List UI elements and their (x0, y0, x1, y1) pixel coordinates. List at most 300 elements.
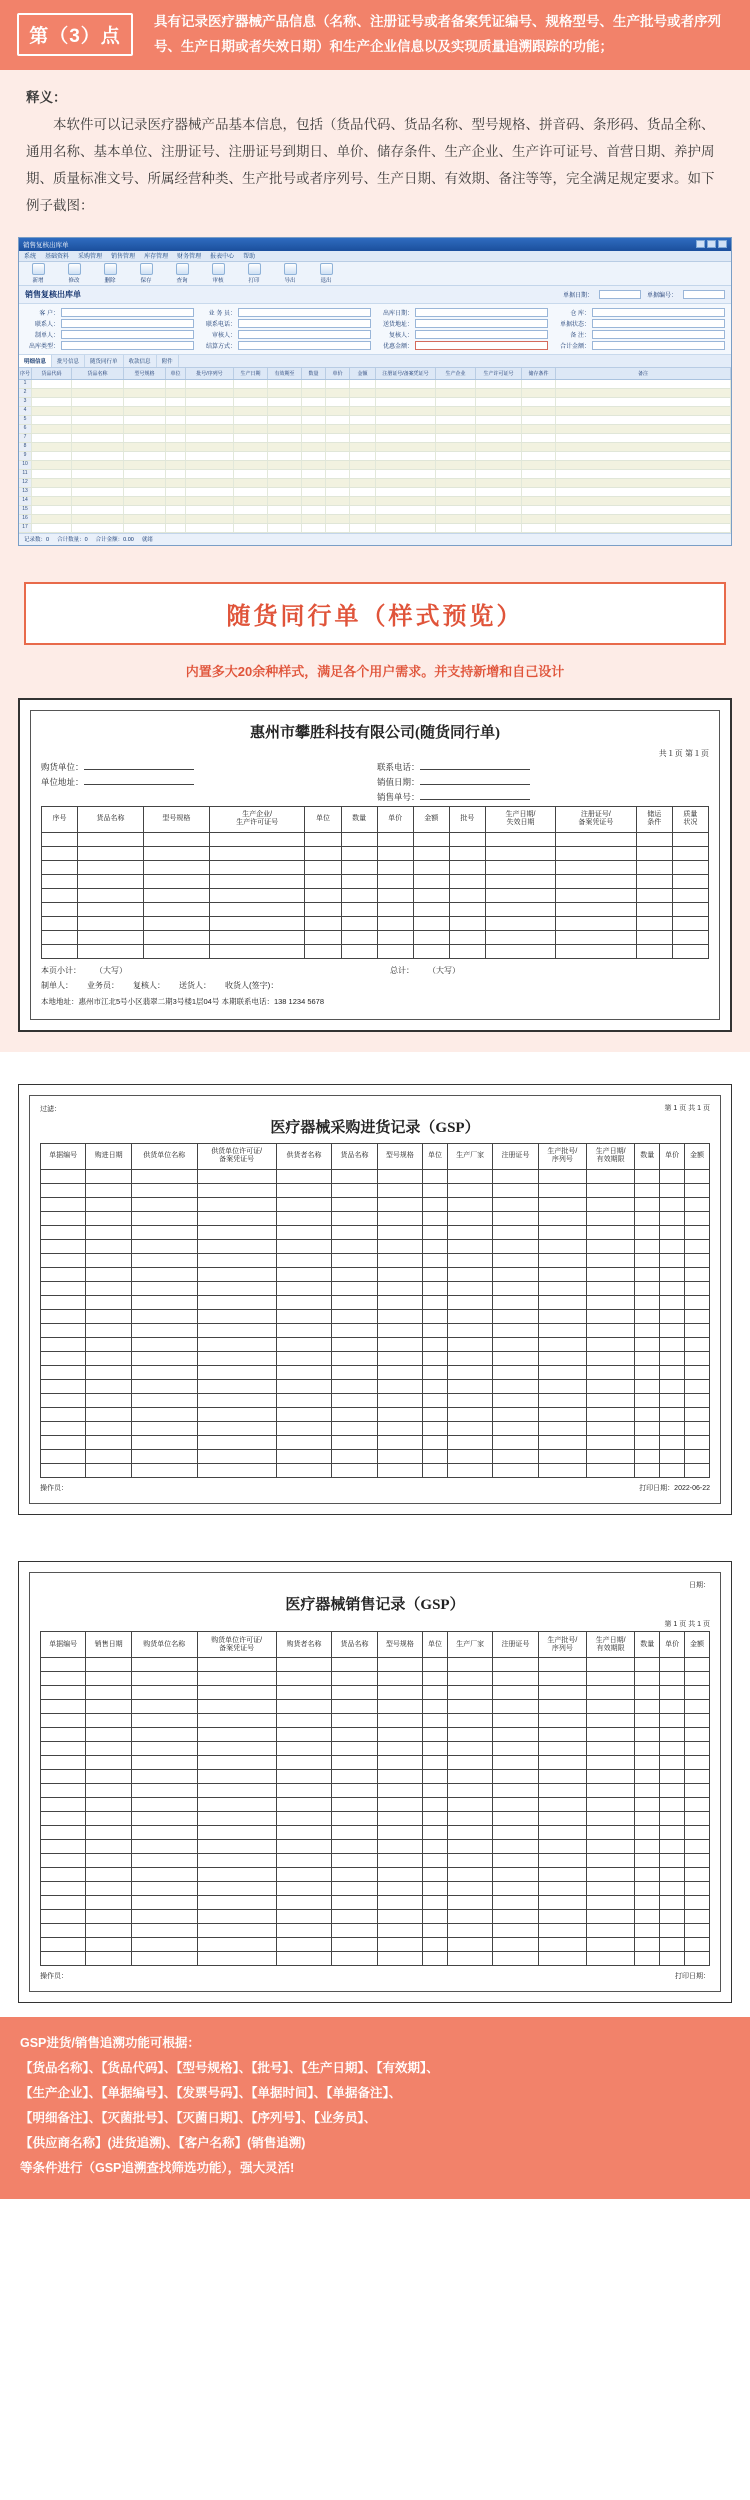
grid-row[interactable] (19, 515, 731, 524)
grid-cell[interactable] (302, 389, 326, 397)
erp-menu-item[interactable]: 库存管理 (144, 254, 169, 261)
grid-cell[interactable] (268, 488, 302, 496)
grid-row[interactable] (19, 443, 731, 452)
grid-cell[interactable] (556, 506, 731, 514)
field-input[interactable] (238, 341, 371, 350)
grid-cell[interactable] (124, 380, 166, 388)
grid-cell[interactable] (124, 488, 166, 496)
grid-cell[interactable] (302, 524, 326, 532)
grid-cell[interactable] (72, 443, 124, 451)
grid-row[interactable] (19, 389, 731, 398)
grid-cell[interactable] (302, 515, 326, 523)
grid-cell[interactable] (326, 497, 350, 505)
grid-cell[interactable] (124, 470, 166, 478)
grid-cell[interactable] (72, 470, 124, 478)
grid-cell[interactable] (556, 524, 731, 532)
grid-cell[interactable] (186, 416, 234, 424)
erp-menu-item[interactable]: 系统 (24, 254, 37, 261)
grid-cell[interactable] (234, 479, 268, 487)
doc-date-input[interactable] (599, 290, 641, 299)
grid-cell[interactable] (166, 506, 186, 514)
grid-cell[interactable] (556, 515, 731, 523)
grid-cell[interactable] (522, 470, 556, 478)
grid-cell[interactable] (376, 443, 436, 451)
field-input[interactable] (415, 341, 548, 350)
grid-cell[interactable] (186, 488, 234, 496)
grid-cell[interactable] (32, 497, 72, 505)
grid-cell[interactable] (124, 398, 166, 406)
grid-cell[interactable] (72, 425, 124, 433)
grid-cell[interactable] (476, 416, 522, 424)
toolbar-button[interactable] (205, 263, 231, 284)
grid-cell[interactable] (326, 524, 350, 532)
grid-cell[interactable] (268, 470, 302, 478)
grid-cell[interactable] (376, 515, 436, 523)
grid-cell[interactable] (302, 425, 326, 433)
grid-cell[interactable] (476, 380, 522, 388)
grid-cell[interactable] (350, 461, 376, 469)
grid-cell[interactable] (32, 380, 72, 388)
grid-cell[interactable] (556, 443, 731, 451)
grid-cell[interactable] (522, 524, 556, 532)
grid-cell[interactable] (436, 389, 476, 397)
field-input[interactable] (61, 319, 194, 328)
grid-cell[interactable] (350, 443, 376, 451)
grid-cell[interactable] (186, 380, 234, 388)
grid-cell[interactable] (350, 515, 376, 523)
grid-cell[interactable] (436, 425, 476, 433)
toolbar-button[interactable] (241, 263, 267, 284)
grid-cell[interactable] (72, 524, 124, 532)
grid-cell[interactable] (522, 497, 556, 505)
grid-cell[interactable] (556, 452, 731, 460)
grid-row[interactable] (19, 434, 731, 443)
grid-cell[interactable] (436, 434, 476, 442)
grid-cell[interactable] (72, 380, 124, 388)
grid-cell[interactable] (556, 479, 731, 487)
grid-cell[interactable] (376, 479, 436, 487)
grid-cell[interactable] (32, 425, 72, 433)
grid-cell[interactable] (350, 524, 376, 532)
grid-cell[interactable] (350, 434, 376, 442)
grid-cell[interactable] (522, 425, 556, 433)
grid-cell[interactable] (436, 380, 476, 388)
grid-cell[interactable] (522, 380, 556, 388)
field-input[interactable] (61, 341, 194, 350)
grid-cell[interactable] (436, 452, 476, 460)
grid-cell[interactable] (166, 470, 186, 478)
grid-body[interactable] (19, 380, 731, 533)
grid-cell[interactable] (234, 506, 268, 514)
grid-cell[interactable] (166, 479, 186, 487)
toolbar-button[interactable] (277, 263, 303, 284)
erp-menu-item[interactable]: 帮助 (243, 254, 256, 261)
grid-cell[interactable] (350, 497, 376, 505)
grid-cell[interactable] (522, 479, 556, 487)
grid-cell[interactable] (166, 524, 186, 532)
grid-cell[interactable] (166, 407, 186, 415)
grid-cell[interactable] (234, 380, 268, 388)
grid-cell[interactable] (124, 407, 166, 415)
grid-cell[interactable] (350, 407, 376, 415)
grid-cell[interactable] (72, 389, 124, 397)
grid-row[interactable] (19, 524, 731, 533)
grid-cell[interactable] (326, 407, 350, 415)
grid-cell[interactable] (166, 380, 186, 388)
grid-cell[interactable] (72, 407, 124, 415)
grid-cell[interactable] (234, 524, 268, 532)
grid-cell[interactable] (436, 461, 476, 469)
grid-cell[interactable] (234, 470, 268, 478)
erp-toolbar[interactable] (19, 262, 731, 286)
grid-cell[interactable] (166, 461, 186, 469)
grid-cell[interactable] (72, 479, 124, 487)
field-input[interactable] (238, 330, 371, 339)
grid-cell[interactable] (476, 452, 522, 460)
grid-cell[interactable] (72, 434, 124, 442)
toolbar-button[interactable] (25, 263, 51, 284)
grid-cell[interactable] (522, 488, 556, 496)
grid-cell[interactable] (522, 389, 556, 397)
grid-cell[interactable] (476, 407, 522, 415)
grid-cell[interactable] (124, 389, 166, 397)
doc-no-input[interactable] (683, 290, 725, 299)
grid-cell[interactable] (186, 515, 234, 523)
grid-row[interactable] (19, 497, 731, 506)
grid-cell[interactable] (326, 452, 350, 460)
grid-cell[interactable] (186, 452, 234, 460)
grid-cell[interactable] (556, 497, 731, 505)
grid-cell[interactable] (72, 488, 124, 496)
grid-cell[interactable] (556, 488, 731, 496)
field-input[interactable] (61, 308, 194, 317)
field-input[interactable] (592, 330, 725, 339)
grid-cell[interactable] (268, 389, 302, 397)
grid-cell[interactable] (234, 452, 268, 460)
grid-cell[interactable] (234, 398, 268, 406)
grid-cell[interactable] (522, 443, 556, 451)
grid-cell[interactable] (556, 389, 731, 397)
grid-cell[interactable] (376, 416, 436, 424)
grid-cell[interactable] (326, 506, 350, 514)
field-input[interactable] (592, 319, 725, 328)
grid-cell[interactable] (522, 416, 556, 424)
grid-cell[interactable] (166, 488, 186, 496)
grid-cell[interactable] (268, 506, 302, 514)
grid-cell[interactable] (32, 479, 72, 487)
grid-cell[interactable] (186, 389, 234, 397)
grid-cell[interactable] (476, 425, 522, 433)
grid-cell[interactable] (234, 416, 268, 424)
grid-cell[interactable] (436, 506, 476, 514)
grid-cell[interactable] (186, 443, 234, 451)
grid-cell[interactable] (234, 497, 268, 505)
grid-cell[interactable] (476, 488, 522, 496)
grid-cell[interactable] (376, 506, 436, 514)
grid-cell[interactable] (268, 452, 302, 460)
grid-cell[interactable] (268, 380, 302, 388)
erp-menubar[interactable] (19, 251, 731, 262)
grid-cell[interactable] (234, 425, 268, 433)
field-input[interactable] (415, 319, 548, 328)
grid-cell[interactable] (350, 398, 376, 406)
grid-cell[interactable] (166, 398, 186, 406)
grid-cell[interactable] (350, 380, 376, 388)
grid-cell[interactable] (234, 434, 268, 442)
grid-cell[interactable] (268, 515, 302, 523)
grid-cell[interactable] (556, 380, 731, 388)
grid-cell[interactable] (436, 407, 476, 415)
grid-cell[interactable] (326, 380, 350, 388)
grid-cell[interactable] (436, 479, 476, 487)
grid-cell[interactable] (124, 443, 166, 451)
grid-cell[interactable] (72, 497, 124, 505)
grid-cell[interactable] (268, 461, 302, 469)
grid-cell[interactable] (326, 479, 350, 487)
grid-cell[interactable] (268, 425, 302, 433)
grid-cell[interactable] (268, 479, 302, 487)
grid-row[interactable] (19, 380, 731, 389)
grid-cell[interactable] (32, 488, 72, 496)
grid-cell[interactable] (186, 497, 234, 505)
grid-cell[interactable] (32, 506, 72, 514)
grid-cell[interactable] (234, 515, 268, 523)
field-input[interactable] (415, 330, 548, 339)
grid-cell[interactable] (124, 452, 166, 460)
grid-cell[interactable] (268, 443, 302, 451)
tab-accompany-doc[interactable]: 随货同行单 (85, 355, 124, 367)
erp-menu-item[interactable]: 报表中心 (210, 254, 235, 261)
grid-cell[interactable] (436, 470, 476, 478)
erp-menu-item[interactable]: 财务管理 (177, 254, 202, 261)
grid-cell[interactable] (556, 425, 731, 433)
grid-cell[interactable] (376, 497, 436, 505)
grid-cell[interactable] (186, 398, 234, 406)
grid-cell[interactable] (556, 407, 731, 415)
grid-cell[interactable] (124, 497, 166, 505)
grid-cell[interactable] (326, 389, 350, 397)
grid-cell[interactable] (268, 398, 302, 406)
grid-cell[interactable] (124, 479, 166, 487)
grid-cell[interactable] (350, 479, 376, 487)
grid-cell[interactable] (72, 506, 124, 514)
erp-menu-item[interactable]: 基础资料 (45, 254, 70, 261)
grid-cell[interactable] (166, 515, 186, 523)
grid-cell[interactable] (186, 434, 234, 442)
tab-payment[interactable]: 收款信息 (124, 355, 157, 367)
grid-cell[interactable] (522, 452, 556, 460)
grid-row[interactable] (19, 506, 731, 515)
field-input[interactable] (238, 319, 371, 328)
grid-cell[interactable] (556, 461, 731, 469)
grid-cell[interactable] (350, 470, 376, 478)
grid-cell[interactable] (376, 434, 436, 442)
grid-cell[interactable] (522, 398, 556, 406)
grid-cell[interactable] (32, 452, 72, 460)
grid-cell[interactable] (376, 461, 436, 469)
grid-cell[interactable] (166, 425, 186, 433)
toolbar-button[interactable] (313, 263, 339, 284)
grid-cell[interactable] (302, 497, 326, 505)
erp-window-controls[interactable] (696, 240, 727, 248)
grid-cell[interactable] (522, 515, 556, 523)
grid-cell[interactable] (186, 470, 234, 478)
grid-cell[interactable] (376, 524, 436, 532)
grid-row[interactable] (19, 452, 731, 461)
grid-row[interactable] (19, 461, 731, 470)
grid-cell[interactable] (326, 515, 350, 523)
grid-cell[interactable] (326, 398, 350, 406)
grid-cell[interactable] (476, 515, 522, 523)
grid-cell[interactable] (32, 515, 72, 523)
grid-cell[interactable] (376, 425, 436, 433)
grid-cell[interactable] (32, 398, 72, 406)
field-input[interactable] (592, 341, 725, 350)
grid-cell[interactable] (234, 443, 268, 451)
grid-cell[interactable] (326, 470, 350, 478)
grid-row[interactable] (19, 479, 731, 488)
grid-row[interactable] (19, 470, 731, 479)
grid-cell[interactable] (186, 461, 234, 469)
field-input[interactable] (61, 330, 194, 339)
grid-row[interactable] (19, 407, 731, 416)
grid-cell[interactable] (476, 398, 522, 406)
grid-row[interactable] (19, 425, 731, 434)
grid-cell[interactable] (72, 461, 124, 469)
grid-cell[interactable] (556, 434, 731, 442)
grid-cell[interactable] (32, 443, 72, 451)
grid-cell[interactable] (166, 452, 186, 460)
toolbar-button[interactable] (97, 263, 123, 284)
grid-cell[interactable] (186, 425, 234, 433)
grid-cell[interactable] (302, 380, 326, 388)
grid-cell[interactable] (302, 506, 326, 514)
field-input[interactable] (415, 308, 548, 317)
grid-cell[interactable] (124, 506, 166, 514)
grid-cell[interactable] (476, 470, 522, 478)
tab-detail[interactable]: 明细信息 (19, 355, 52, 367)
grid-cell[interactable] (326, 434, 350, 442)
erp-menu-item[interactable]: 采购管理 (78, 254, 103, 261)
grid-cell[interactable] (376, 470, 436, 478)
grid-cell[interactable] (186, 506, 234, 514)
grid-cell[interactable] (124, 434, 166, 442)
grid-cell[interactable] (522, 506, 556, 514)
grid-cell[interactable] (268, 416, 302, 424)
grid-cell[interactable] (32, 416, 72, 424)
grid-cell[interactable] (376, 452, 436, 460)
grid-cell[interactable] (556, 470, 731, 478)
grid-row[interactable] (19, 488, 731, 497)
field-input[interactable] (592, 308, 725, 317)
grid-cell[interactable] (436, 398, 476, 406)
grid-cell[interactable] (436, 488, 476, 496)
grid-cell[interactable] (326, 425, 350, 433)
grid-cell[interactable] (522, 434, 556, 442)
grid-cell[interactable] (124, 461, 166, 469)
grid-cell[interactable] (234, 461, 268, 469)
grid-cell[interactable] (32, 434, 72, 442)
grid-cell[interactable] (476, 461, 522, 469)
grid-cell[interactable] (186, 407, 234, 415)
grid-cell[interactable] (326, 461, 350, 469)
tab-batch[interactable]: 批号信息 (52, 355, 85, 367)
grid-cell[interactable] (376, 407, 436, 415)
grid-cell[interactable] (302, 488, 326, 496)
grid-cell[interactable] (476, 524, 522, 532)
grid-cell[interactable] (476, 506, 522, 514)
grid-cell[interactable] (302, 398, 326, 406)
grid-cell[interactable] (72, 452, 124, 460)
grid-cell[interactable] (522, 461, 556, 469)
grid-cell[interactable] (302, 470, 326, 478)
grid-cell[interactable] (268, 497, 302, 505)
toolbar-button[interactable] (169, 263, 195, 284)
grid-cell[interactable] (166, 434, 186, 442)
grid-cell[interactable] (32, 407, 72, 415)
grid-cell[interactable] (302, 407, 326, 415)
grid-cell[interactable] (166, 389, 186, 397)
grid-cell[interactable] (234, 488, 268, 496)
grid-cell[interactable] (556, 416, 731, 424)
grid-cell[interactable] (436, 497, 476, 505)
grid-cell[interactable] (124, 425, 166, 433)
grid-cell[interactable] (166, 497, 186, 505)
grid-cell[interactable] (476, 434, 522, 442)
grid-cell[interactable] (350, 488, 376, 496)
grid-cell[interactable] (302, 416, 326, 424)
grid-cell[interactable] (326, 488, 350, 496)
grid-cell[interactable] (436, 443, 476, 451)
grid-cell[interactable] (476, 389, 522, 397)
grid-row[interactable] (19, 416, 731, 425)
grid-cell[interactable] (376, 398, 436, 406)
grid-cell[interactable] (186, 524, 234, 532)
grid-cell[interactable] (166, 416, 186, 424)
grid-cell[interactable] (124, 524, 166, 532)
grid-cell[interactable] (556, 398, 731, 406)
grid-cell[interactable] (350, 416, 376, 424)
grid-cell[interactable] (302, 443, 326, 451)
grid-cell[interactable] (32, 524, 72, 532)
grid-cell[interactable] (124, 416, 166, 424)
field-input[interactable] (238, 308, 371, 317)
grid-cell[interactable] (268, 524, 302, 532)
grid-cell[interactable] (326, 416, 350, 424)
grid-cell[interactable] (234, 389, 268, 397)
grid-cell[interactable] (436, 416, 476, 424)
tab-attachment[interactable]: 附件 (157, 355, 179, 367)
grid-cell[interactable] (186, 479, 234, 487)
grid-cell[interactable] (268, 434, 302, 442)
grid-cell[interactable] (32, 470, 72, 478)
grid-cell[interactable] (302, 434, 326, 442)
grid-cell[interactable] (376, 389, 436, 397)
grid-cell[interactable] (522, 407, 556, 415)
grid-cell[interactable] (302, 461, 326, 469)
grid-row[interactable] (19, 398, 731, 407)
grid-cell[interactable] (166, 443, 186, 451)
erp-tabbar[interactable] (19, 355, 731, 368)
erp-menu-item[interactable]: 销售管理 (111, 254, 136, 261)
grid-cell[interactable] (476, 479, 522, 487)
grid-cell[interactable] (72, 515, 124, 523)
erp-data-grid[interactable] (19, 368, 731, 533)
toolbar-button[interactable] (61, 263, 87, 284)
grid-cell[interactable] (350, 389, 376, 397)
grid-cell[interactable] (376, 380, 436, 388)
grid-cell[interactable] (476, 497, 522, 505)
